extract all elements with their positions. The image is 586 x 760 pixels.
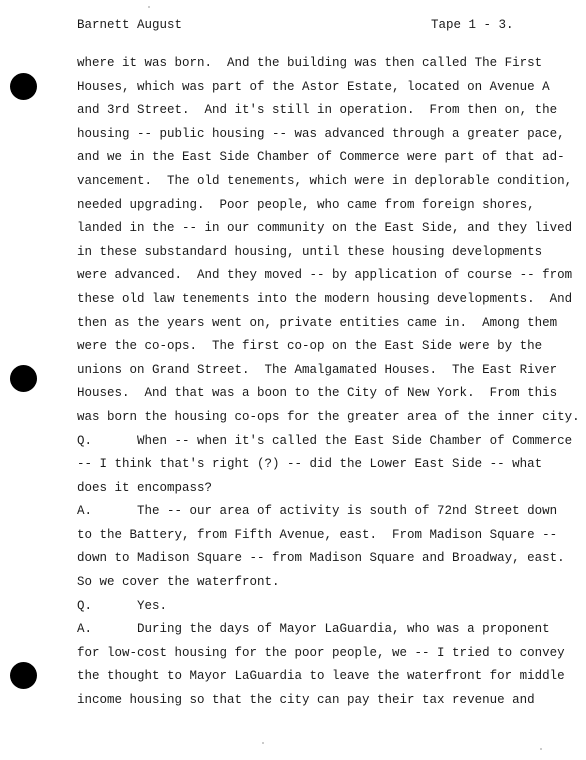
transcript-line: income housing so that the city can pay their tax revenue and [77,693,535,708]
transcript-line: these old law tenements into the modern housing developments. And [77,291,573,306]
paper-speckle [148,6,150,8]
transcript-body [77,52,580,713]
transcript-line: So we cover the waterfront. [77,575,280,590]
transcript-line: -- I think that's right (?) -- did the Lower East Side -- what [77,457,543,472]
transcript-line: needed upgrading. Poor people, who came from foreign shores, [77,197,535,212]
transcript-line: Houses. And that was a boon to the City of New York. From this [77,386,558,401]
transcript-line: the thought to Mayor LaGuardia to leave the waterfront for middle [77,669,565,684]
transcript-line: Q. When -- when it's called the East Side Chamber of Commerce [77,433,573,448]
transcript-line: unions on Grand Street. The Amalgamated Houses. The East River [77,362,558,377]
transcript-line: were the co-ops. The first co-op on the East Side were by the [77,339,543,354]
transcript-line: vancement. The old tenements, which were in deplorable condition, [77,173,573,188]
punch-hole [10,365,37,392]
transcript-line: and we in the East Side Chamber of Commerce were part of that ad- [77,150,565,165]
transcript-line: in these substandard housing, until these housing developments [77,244,543,259]
transcript-line: does it encompass? [77,480,213,495]
transcript-line: for low-cost housing for the poor people, we -- I tried to convey [77,645,565,660]
transcript-line: then as the years went on, private entities came in. Among them [77,315,558,330]
header-tape: Tape 1 - 3. [431,18,514,32]
paper-speckle [262,742,264,744]
transcript-line: landed in the -- in our community on the East Side, and they lived [77,221,573,236]
transcript-line: housing -- public housing -- was advanced through a greater pace, [77,126,565,141]
transcript-line: Q. Yes. [77,598,168,613]
punch-hole [10,662,37,689]
punch-hole [10,73,37,100]
transcript-line: where it was born. And the building was then called The First [77,56,543,70]
transcript-line: Houses, which was part of the Astor Estate, located on Avenue A [77,79,550,94]
transcript-line: A. During the days of Mayor LaGuardia, who was a proponent [77,622,550,637]
transcript-line: and 3rd Street. And it's still in operation. From then on, the [77,103,558,118]
paper-speckle [540,748,542,750]
transcript-line: to the Battery, from Fifth Avenue, east. From Madison Square -- [77,527,558,542]
transcript-line: were advanced. And they moved -- by application of course -- from [77,268,573,283]
header-name: Barnett August [77,18,183,32]
transcript-line: down to Madison Square -- from Madison Square and Broadway, east. [77,551,565,566]
transcript-line: was born the housing co-ops for the greater area of the inner city. [77,409,580,424]
transcript-line: A. The -- our area of activity is south of 72nd Street down [77,504,558,519]
